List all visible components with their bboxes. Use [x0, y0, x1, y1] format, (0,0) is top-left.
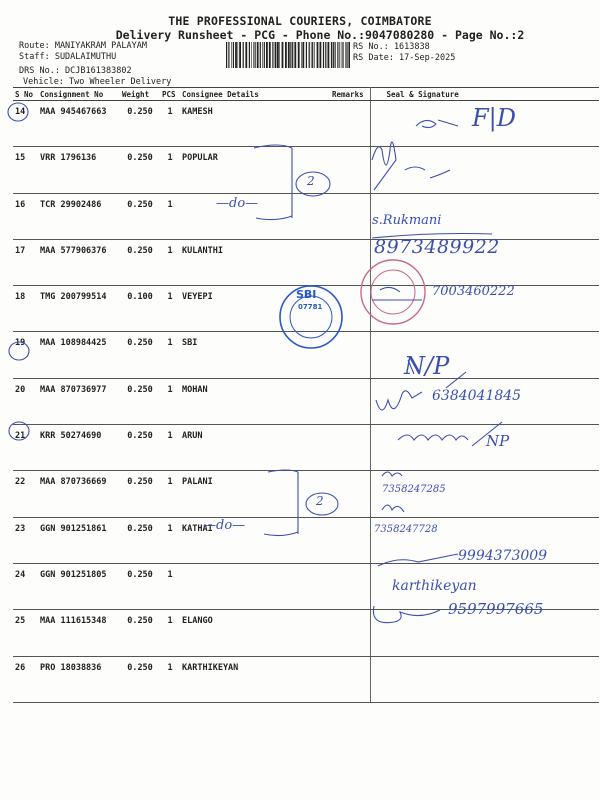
cell-remarks	[330, 425, 370, 471]
cell-pcs: 1	[160, 332, 180, 378]
cell-seal	[370, 147, 599, 193]
cell-pcs: 1	[160, 286, 180, 332]
count-16: 2	[307, 174, 315, 188]
cell-consignee: VEYEPI	[180, 286, 330, 332]
cell-consignee: KULANTHI	[180, 239, 330, 285]
cell-consignee: ARUN	[180, 425, 330, 471]
name-26: karthikeyan	[392, 578, 477, 594]
cell-remarks	[330, 286, 370, 332]
cell-sno: 22	[13, 471, 38, 517]
phone-26: 9597997665	[448, 600, 544, 618]
cell-pcs: 1	[160, 378, 180, 424]
table-row	[13, 239, 599, 285]
cell-remarks	[330, 193, 370, 239]
cell-pcs: 1	[160, 239, 180, 285]
document-subtitle: Delivery Runsheet - PCG - Phone No.:9047080280 - Page No.:2	[115, 28, 525, 42]
cell-sno: 25	[13, 610, 38, 656]
col-consignment: Consignment No	[38, 88, 120, 101]
cell-remarks	[330, 610, 370, 656]
cell-consignee: KAMESH	[180, 101, 330, 147]
cell-weight: 0.250	[120, 517, 160, 563]
meta-left	[19, 41, 171, 88]
cell-pcs: 1	[160, 193, 180, 239]
col-sno: S No	[13, 88, 38, 101]
cell-consignment: MAA 870736669	[38, 471, 120, 517]
name-17: s.Rukmani	[372, 213, 442, 228]
stamp-text: SBI	[296, 288, 317, 301]
cell-consignee: PALANI	[180, 471, 330, 517]
cell-consignee: POPULAR	[180, 147, 330, 193]
cell-pcs: 1	[160, 563, 180, 609]
cell-pcs: 1	[160, 656, 180, 702]
cell-remarks	[330, 517, 370, 563]
ditto-16: —do—	[216, 196, 259, 211]
cell-consignment: TCR 29902486	[38, 193, 120, 239]
col-remarks: Remarks	[330, 88, 370, 101]
cell-sno: 18	[13, 286, 38, 332]
cell-pcs: 1	[160, 471, 180, 517]
cell-weight: 0.250	[120, 332, 160, 378]
cell-weight: 0.250	[120, 239, 160, 285]
phone-24: 7358247728	[374, 524, 438, 535]
cell-remarks	[330, 147, 370, 193]
cell-sno: 20	[13, 378, 38, 424]
table-row	[13, 656, 599, 702]
rs-number-text: RS No.: 1613838	[353, 42, 430, 52]
cell-remarks	[330, 239, 370, 285]
remark-22: NP	[486, 432, 510, 450]
cell-sno: 17	[13, 239, 38, 285]
col-seal: Seal & Signature	[370, 88, 599, 101]
cell-consignee: KATHAI	[180, 517, 330, 563]
cell-weight: 0.250	[120, 656, 160, 702]
cell-consignee: SBI	[180, 332, 330, 378]
rs-date-text: RS Date: 17-Sep-2025	[353, 53, 456, 63]
barcode-image	[226, 42, 350, 68]
document-title: THE PROFESSIONAL COURIERS, COIMBATORE	[168, 14, 432, 28]
cell-seal	[370, 425, 599, 471]
col-pcs: PCS	[160, 88, 180, 101]
cell-consignee	[180, 563, 330, 609]
cell-consignment: GGN 901251861	[38, 517, 120, 563]
cell-sno: 19	[13, 332, 38, 378]
vehicle-text: Vehicle: Two Wheeler Delivery	[23, 77, 172, 87]
stamp-code: 07781	[298, 303, 323, 311]
cell-consignment: KRR 50274690	[38, 425, 120, 471]
remark-20: N/P	[404, 352, 450, 380]
cell-consignment: GGN 901251805	[38, 563, 120, 609]
cell-pcs: 1	[160, 147, 180, 193]
cell-seal	[370, 656, 599, 702]
cell-consignee: MOHAN	[180, 378, 330, 424]
cell-weight: 0.250	[120, 101, 160, 147]
cell-remarks	[330, 101, 370, 147]
table-row	[13, 332, 599, 378]
cell-weight: 0.100	[120, 286, 160, 332]
phone-23: 7358247285	[382, 484, 446, 495]
cell-consignee: ELANGO	[180, 610, 330, 656]
cell-weight: 0.250	[120, 563, 160, 609]
cell-sno: 23	[13, 517, 38, 563]
cell-consignee: KARTHIKEYAN	[180, 656, 330, 702]
phone-25: 9994373009	[458, 548, 548, 564]
table-header-row	[13, 88, 599, 101]
table-row	[13, 471, 599, 517]
cell-remarks	[330, 563, 370, 609]
staff-text: Staff: SUDALAIMUTHU	[19, 52, 117, 62]
col-consignee: Consignee Details	[180, 88, 330, 101]
col-weight: Weight	[120, 88, 160, 101]
cell-pcs: 1	[160, 101, 180, 147]
cell-consignment: PRO 18038836	[38, 656, 120, 702]
cell-sno: 14	[13, 101, 38, 147]
cell-consignment: MAA 577906376	[38, 239, 120, 285]
cell-consignment: MAA 870736977	[38, 378, 120, 424]
meta-right	[353, 42, 455, 64]
cell-sno: 26	[13, 656, 38, 702]
cell-pcs: 1	[160, 610, 180, 656]
drs-text: DRS No.: DCJB161383802	[19, 66, 132, 76]
remark-14: F|D	[472, 104, 516, 132]
table-row	[13, 425, 599, 471]
phone-18: 7003460222	[432, 284, 515, 299]
cell-remarks	[330, 656, 370, 702]
cell-weight: 0.250	[120, 147, 160, 193]
cell-remarks	[330, 378, 370, 424]
cell-pcs: 1	[160, 517, 180, 563]
table-row	[13, 147, 599, 193]
cell-consignment: MAA 945467663	[38, 101, 120, 147]
ditto-24: —do—	[203, 518, 246, 533]
cell-sno: 21	[13, 425, 38, 471]
cell-sno: 16	[13, 193, 38, 239]
route-text: Route: MANIYAKRAM PALAYAM	[19, 41, 147, 51]
cell-weight: 0.250	[120, 193, 160, 239]
cell-consignment: VRR 1796136	[38, 147, 120, 193]
cell-remarks	[330, 332, 370, 378]
cell-sno: 24	[13, 563, 38, 609]
cell-weight: 0.250	[120, 610, 160, 656]
count-24: 2	[316, 494, 324, 508]
cell-weight: 0.250	[120, 425, 160, 471]
phone-17: 8973489922	[374, 236, 500, 258]
phone-21: 6384041845	[432, 388, 522, 404]
table-row	[13, 193, 599, 239]
cell-weight: 0.250	[120, 378, 160, 424]
cell-consignment: TMG 200799514	[38, 286, 120, 332]
cell-consignment: MAA 108984425	[38, 332, 120, 378]
cell-weight: 0.250	[120, 471, 160, 517]
cell-remarks	[330, 471, 370, 517]
cell-pcs: 1	[160, 425, 180, 471]
cell-sno: 15	[13, 147, 38, 193]
cell-consignment: MAA 111615348	[38, 610, 120, 656]
